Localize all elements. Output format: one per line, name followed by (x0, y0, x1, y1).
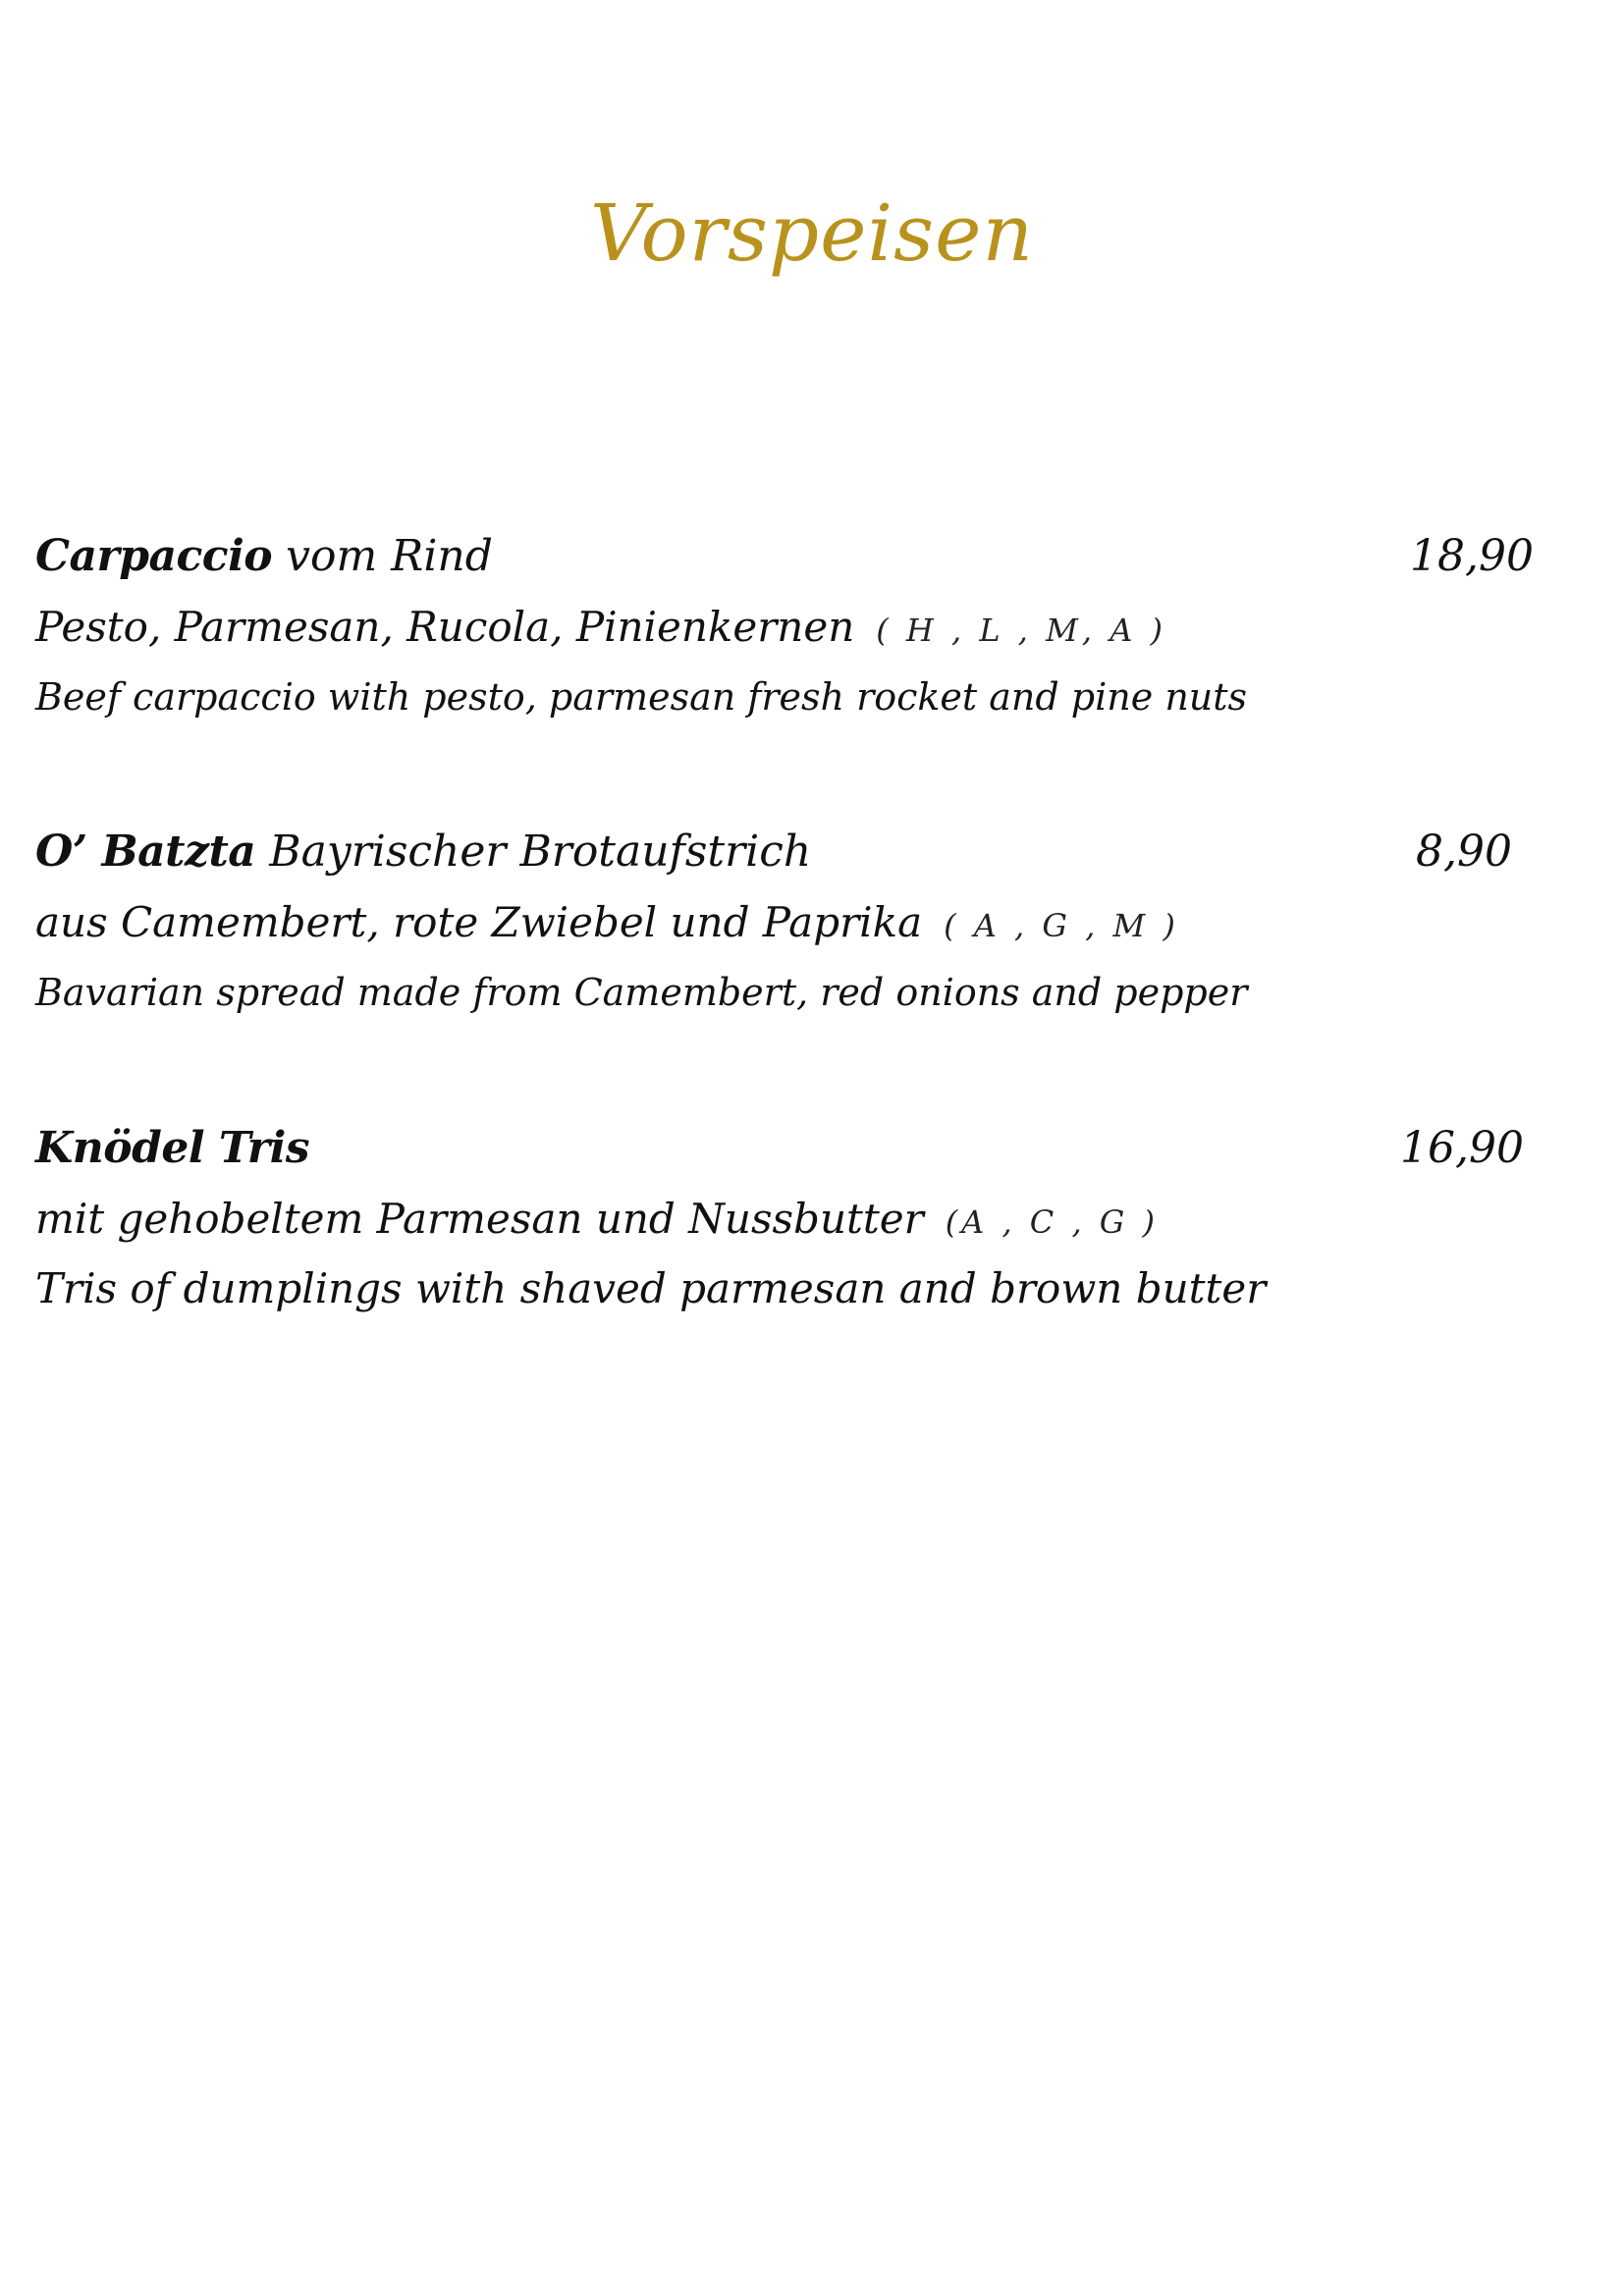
item-description-en: Beef carpaccio with pesto, parmesan fresh rocket and pine nuts (35, 675, 1248, 719)
menu-item (35, 1114, 1567, 1322)
item-heading (35, 1114, 1567, 1183)
item-price: 18,90 (1410, 531, 1534, 581)
item-description-en: Tris of dumplings with shaved parmesan and brown butter (35, 1264, 1267, 1312)
item-name: O’ Batzta (35, 827, 256, 877)
page-title: Vorspeisen (590, 187, 1034, 279)
menu-item (35, 522, 1567, 730)
item-allergens: (A , C , G ) (945, 1203, 1160, 1241)
item-allergens: ( H , L , M, A ) (876, 612, 1166, 649)
item-description-de (35, 886, 1567, 959)
item-heading (35, 818, 1567, 886)
item-heading (35, 522, 1567, 591)
item-allergens: ( A , G , M ) (944, 907, 1179, 944)
item-name: Knödel Tris (35, 1123, 310, 1173)
item-description-de (35, 591, 1567, 664)
item-price: 16,90 (1400, 1123, 1524, 1173)
item-description-en: Bavarian spread made from Camembert, red onions and pepper (35, 971, 1248, 1014)
item-description-de-text: Pesto, Parmesan, Rucola, Pinienkernen (35, 603, 855, 651)
item-description-de-text: aus Camembert, rote Zwiebel und Paprika (35, 898, 923, 946)
item-description-de (35, 1183, 1567, 1255)
menu-item (35, 818, 1567, 1026)
item-price: 8,90 (1416, 827, 1512, 877)
item-name: Carpaccio (35, 531, 273, 581)
item-description-de-text: mit gehobeltem Parmesan und Nussbutter (35, 1195, 924, 1243)
item-name-suffix: vom Rind (272, 531, 493, 581)
item-name-suffix: Bayrischer Brotaufstrich (255, 827, 812, 877)
